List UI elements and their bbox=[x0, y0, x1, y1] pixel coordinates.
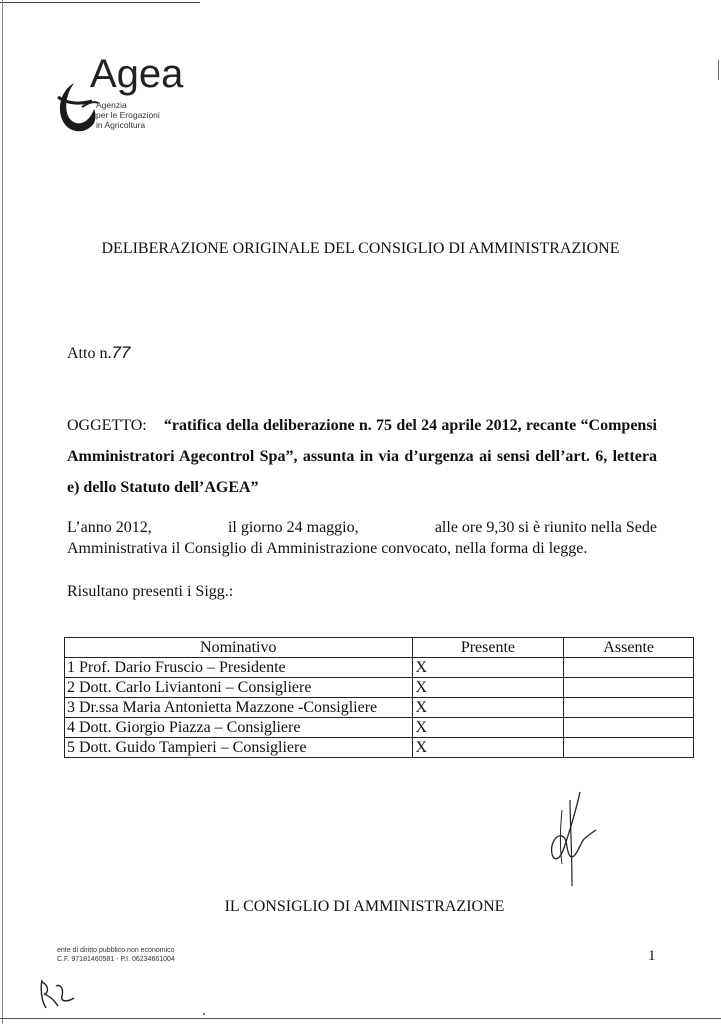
scan-speck bbox=[203, 1013, 205, 1015]
meeting-line-1 bbox=[67, 517, 657, 538]
table-row bbox=[65, 678, 694, 698]
meeting-time: alle ore 9,30 si è riunito nella Sede bbox=[434, 519, 657, 536]
member-name: 1 Prof. Dario Fruscio – Presidente bbox=[65, 658, 413, 678]
logo-subtitle-line: Agenzia bbox=[96, 100, 127, 110]
logo-subtitle bbox=[96, 100, 160, 130]
consiglio-heading: IL CONSIGLIO DI AMMINISTRAZIONE bbox=[224, 898, 505, 915]
oggetto-label: OGGETTO: bbox=[67, 417, 147, 434]
agea-logo bbox=[52, 52, 212, 142]
document-title: DELIBERAZIONE ORIGINALE DEL CONSIGLIO DI AMMINISTRAZIONE bbox=[101, 240, 620, 257]
logo-wordmark: Agea bbox=[90, 52, 184, 96]
table-header-row bbox=[65, 638, 694, 658]
table-row bbox=[65, 658, 694, 678]
assente-mark bbox=[564, 718, 694, 738]
member-name: 3 Dr.ssa Maria Antonietta Mazzone -Consigliere bbox=[65, 698, 413, 718]
assente-mark bbox=[564, 698, 694, 718]
initials-scribble bbox=[34, 972, 84, 1012]
legal-footer bbox=[57, 946, 175, 964]
table-row bbox=[65, 738, 694, 758]
meeting-line-2: Amministrativa il Consiglio di Amministrazione convocato, nella forma di legge. bbox=[67, 540, 588, 557]
meeting-paragraph bbox=[67, 517, 657, 559]
header-nominativo: Nominativo bbox=[65, 638, 413, 658]
logo-subtitle-line: in Agricoltura bbox=[96, 120, 146, 130]
header-presente: Presente bbox=[412, 638, 564, 658]
atto-number: 77 bbox=[111, 343, 131, 362]
atto-line bbox=[67, 343, 130, 363]
page-number: 1 bbox=[648, 948, 656, 964]
table-row bbox=[65, 698, 694, 718]
assente-mark bbox=[564, 658, 694, 678]
presente-mark: X bbox=[412, 738, 564, 758]
assente-mark bbox=[564, 678, 694, 698]
meeting-day: il giorno 24 maggio, bbox=[227, 519, 359, 536]
header-assente: Assente bbox=[564, 638, 694, 658]
logo-subtitle-line: per le Erogazioni bbox=[96, 110, 160, 120]
presenti-label: Risultano presenti i Sigg.: bbox=[67, 583, 234, 600]
presente-mark: X bbox=[412, 678, 564, 698]
legal-footer-line: ente di diritto pubblico non economico bbox=[57, 947, 175, 954]
legal-footer-line: C.F. 97181460581 - P.I. 06234661004 bbox=[57, 956, 175, 963]
meeting-year: L’anno 2012, bbox=[67, 519, 152, 536]
member-name: 2 Dott. Carlo Liviantoni – Consigliere bbox=[65, 678, 413, 698]
member-name: 4 Dott. Giorgio Piazza – Consigliere bbox=[65, 718, 413, 738]
scan-edge-bottom bbox=[0, 1018, 721, 1019]
scan-edge-top bbox=[0, 2, 200, 3]
atto-label: Atto n. bbox=[67, 345, 112, 362]
member-name: 5 Dott. Guido Tampieri – Consigliere bbox=[65, 738, 413, 758]
presente-mark: X bbox=[412, 698, 564, 718]
scan-edge-left bbox=[2, 0, 3, 1024]
attendance-table bbox=[64, 637, 694, 758]
scan-edge-right bbox=[718, 60, 719, 80]
table-row bbox=[65, 718, 694, 738]
signature-scribble bbox=[540, 790, 600, 890]
presente-mark: X bbox=[412, 658, 564, 678]
presente-mark: X bbox=[412, 718, 564, 738]
oggetto-text: “ratifica della deliberazione n. 75 del 24 aprile 2012, recante “Compensi Amministratori Agecontrol Spa”, assunta in via d’urgenza ai sensi dell’art. 6, lettera e) dello Statuto dell’AGEA” bbox=[67, 417, 658, 496]
assente-mark bbox=[564, 738, 694, 758]
oggetto-paragraph bbox=[67, 410, 657, 503]
